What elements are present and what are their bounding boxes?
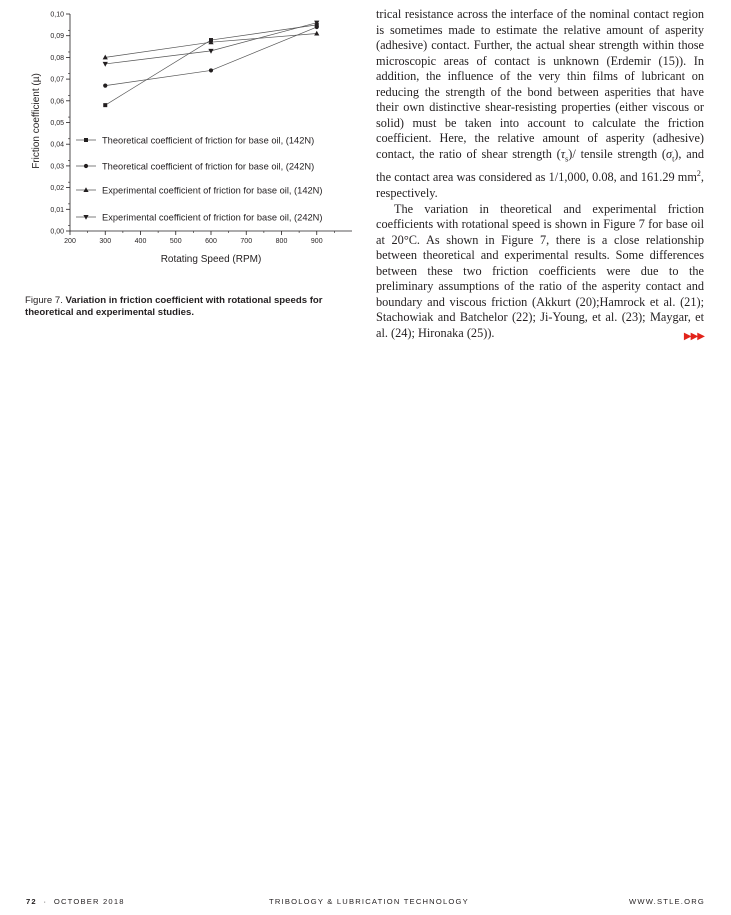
page-number: 72 — [26, 897, 37, 906]
sigma-subscript: t — [672, 153, 675, 163]
y-axis-label: Friction coefficient (µ) — [31, 73, 42, 169]
friction-chart — [0, 0, 365, 285]
y-tick-label: 0,07 — [50, 76, 64, 84]
series-line — [105, 34, 317, 58]
legend-item — [76, 162, 314, 172]
data-point — [209, 68, 213, 72]
legend-item — [76, 136, 314, 146]
page-footer — [26, 897, 705, 909]
y-tick-label: 0,03 — [50, 163, 64, 171]
legend-item — [76, 213, 322, 223]
y-tick-label: 0,06 — [50, 98, 64, 106]
x-tick-label: 600 — [205, 238, 217, 245]
y-tick-label: 0,02 — [50, 185, 64, 193]
tau-symbol: τ — [560, 146, 566, 161]
data-point — [103, 84, 107, 88]
figure-label: Figure 7. — [25, 295, 63, 306]
footer-separator: · — [43, 897, 48, 906]
data-point — [315, 25, 319, 29]
sigma-symbol: σ — [665, 146, 673, 161]
x-tick-label: 400 — [134, 238, 147, 245]
chart-axes — [70, 14, 352, 231]
tau-subscript: s — [565, 153, 569, 163]
continue-arrows-icon: ▶▶▶ — [683, 330, 704, 342]
superscript-2: 2 — [696, 169, 701, 179]
legend-label: Theoretical coefficient of friction for base oil, (142N) — [102, 135, 315, 146]
chart-series — [103, 21, 320, 107]
paragraph-1-text-b: )/ tensile strength ( — [568, 146, 666, 161]
y-tick-label: 0,10 — [50, 11, 64, 19]
legend-label: Experimental coefficient of friction for base oil, (242N) — [102, 212, 323, 223]
paragraph-1-text-d: , respectively. — [376, 170, 704, 201]
legend-marker — [84, 138, 88, 142]
legend-item — [76, 186, 322, 196]
figure-caption-text: Variation in friction coefficient with rotational speeds for theoretical and experimental studies. — [25, 295, 323, 318]
x-tick-label: 700 — [240, 238, 253, 245]
y-tick-label: 0,01 — [50, 206, 64, 214]
data-point — [103, 103, 107, 107]
legend-marker — [84, 164, 88, 168]
issue-date: OCTOBER 2018 — [53, 897, 125, 906]
x-tick-label: 900 — [310, 238, 323, 245]
website: WWW.STLE.ORG — [629, 897, 705, 906]
paragraph-1-text: trical resistance across the interface of the nominal contact region is sometimes made to estimate the relative amount of asperity (adhesive) contact. Further, the actual shear strength within those microscopic areas of contact is unknown (Erdemir (15)). In addition, the influence of the very thin films of lubricant on reducing the strength of the bond between asperities that have their own distinctive shear-resisting properties (either viscous or solid) must be taken into account to calculate the friction coefficient. Here, the relative amount of asperity (adhesive) contact, the ratio of shear strength ( — [376, 7, 704, 161]
y-tick-label: 0,09 — [50, 33, 64, 41]
figure-caption — [25, 295, 360, 319]
x-tick-label: 300 — [99, 238, 112, 245]
footer-left — [26, 897, 125, 906]
legend-label: Experimental coefficient of friction for base oil, (142N) — [102, 185, 323, 196]
data-point — [314, 31, 319, 36]
x-axis-label: Rotating Speed (RPM) — [160, 254, 262, 265]
x-tick-label: 800 — [275, 238, 288, 245]
chart-ticks — [50, 12, 334, 246]
y-tick-label: 0,00 — [50, 228, 64, 236]
paragraph-2 — [376, 202, 704, 342]
x-tick-label: 500 — [169, 238, 182, 245]
paragraph-1 — [376, 7, 704, 202]
data-point — [103, 62, 108, 67]
y-tick-label: 0,05 — [50, 120, 64, 127]
journal-name: TRIBOLOGY & LUBRICATION TECHNOLOGY — [269, 897, 469, 906]
legend-marker — [83, 187, 88, 192]
legend-label: Theoretical coefficient of friction for base oil, (242N) — [102, 161, 315, 172]
article-body — [376, 7, 704, 344]
x-tick-label: 200 — [64, 238, 76, 245]
y-tick-label: 0,04 — [50, 141, 64, 149]
chart-legend — [76, 136, 322, 223]
paragraph-2-text: The variation in theoretical and experimental friction coefficients with rotational speed is shown in Figure 7 for base oil at 20°C. As shown in Figure 7, there is a close relationship between theoretical and experimental results. Some differences between these two friction coefficients were due to the preliminary assumptions of the ratio of the asperity contact and boundary and viscous friction (Akkurt (20);Hamrock et al. (21); Stachowiak and Batchelor (22); Ji-Young, et al. (23); Maygar, et al. (24); Hironaka (25)). — [376, 201, 704, 340]
y-tick-label: 0,08 — [50, 54, 64, 62]
series-line — [105, 25, 317, 105]
paragraph-1-text-c: ), and the contact area was considered as 1/1,000, 0.08, and 161.29 mm — [376, 146, 705, 185]
legend-marker — [83, 215, 88, 220]
